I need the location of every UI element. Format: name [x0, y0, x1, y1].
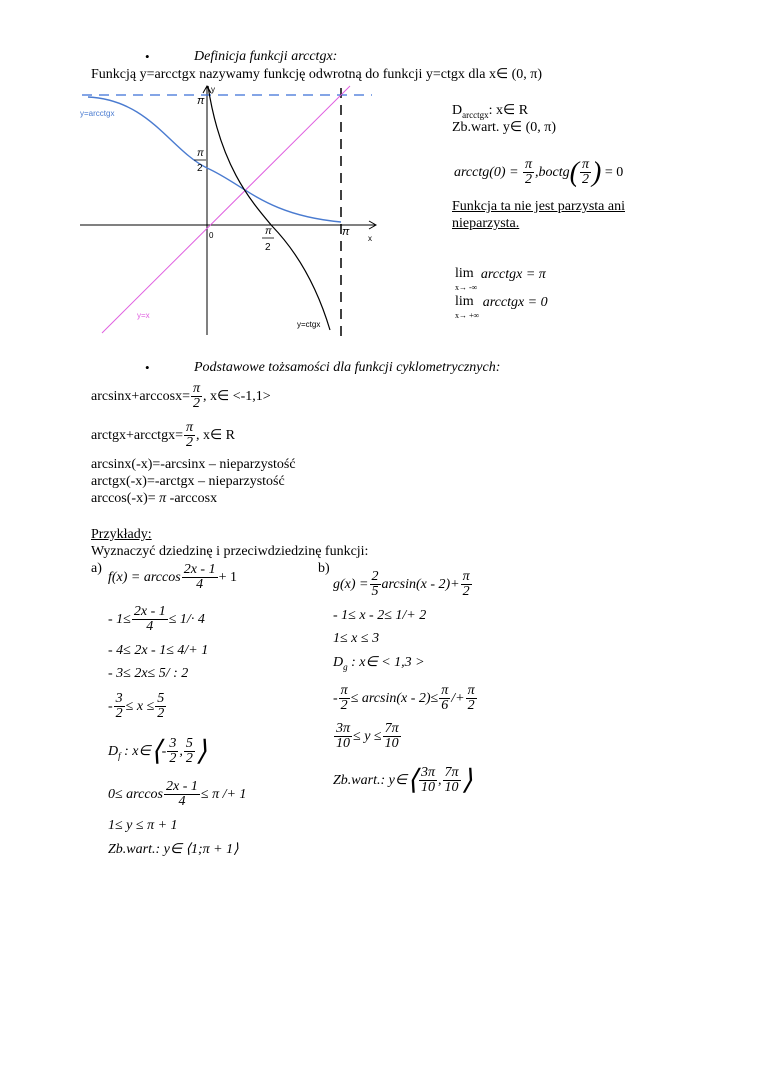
example-a-label: a) — [91, 561, 102, 576]
section-heading-arcctg: Definicja funkcji arcctgx: — [194, 49, 338, 64]
section-heading-identities: Podstawowe tożsamości dla funkcji cyklometrycznych: — [194, 360, 501, 375]
a-range: Zb.wart.: y∈ ⟨1;π + 1⟩ — [108, 842, 239, 857]
b-range: Zb.wart.: y∈⟨ $\frac{3\pi}{10}$ , $\frac{7\pi}{10}$ ⟩ — [333, 764, 473, 796]
origin-label: 0 — [209, 231, 214, 240]
a-step-4: - $\frac{3}{2}$ ≤ x ≤ $\frac{5}{2}$ — [108, 691, 165, 722]
tick-pi-half-x-num: π — [265, 226, 272, 237]
tick-pi-half-x-den: 2 — [265, 242, 271, 253]
axis-label-x: x — [368, 234, 372, 243]
a-step-3: - 3≤ 2x≤ 5/ : 2 — [108, 666, 189, 681]
b-step-1: - 1≤ x - 2≤ 1/+ 2 — [333, 608, 427, 623]
b-domain: $D_g$ : x∈ < 1,3 > — [333, 655, 425, 672]
identity-line — [102, 86, 350, 333]
tick-pi-y: π — [197, 95, 205, 107]
example-b-label: b) — [318, 561, 330, 576]
domain-arcctg: $D_{arcctgx}$: x∈ R — [452, 103, 529, 120]
label-yx: y=x — [137, 311, 150, 320]
examples-task: Wyznaczyć dziedzinę i przeciwdziedzinę funkcji: — [91, 544, 369, 559]
a-range-step-2: 1≤ y ≤ π + 1 — [108, 818, 178, 833]
parity-statement: Funkcja ta nie jest parzysta ani nieparzysta. — [452, 199, 625, 231]
axis-label-y: y — [211, 85, 215, 94]
bullet: • — [145, 49, 150, 64]
b-step-4: $\frac{3\pi}{10}$ ≤ y ≤ $\frac{7\pi}{10}$ — [336, 721, 399, 752]
a-step-1: - 1≤ $\frac{2x - 1}{4}$ ≤ 1/· 4 — [108, 604, 205, 635]
limit-plus-infinity: lim x→ +∞ arcctgx = 0 — [455, 294, 548, 320]
a-function: f(x) = arccos $\frac{2x - 1}{4}$ + 1 — [108, 562, 237, 593]
identity-arccos: arccos(-x)= π -arccosx — [91, 491, 218, 506]
a-step-2: - 4≤ 2x - 1≤ 4/+ 1 — [108, 643, 209, 658]
tick-pi-half-y-num: π — [197, 148, 204, 159]
definition-text: Funkcją y=arcctgx nazywamy funkcję odwrotną do funkcji y=ctgx dla x∈ (0, π) — [91, 67, 543, 82]
arcctg-graph — [80, 83, 400, 341]
tick-pi-x: π — [342, 226, 350, 238]
identity-arctg-arcctg: arctgx+arcctgx= $\frac{\pi}{2}$ , x∈ R — [91, 420, 236, 451]
b-function: g(x) = $\frac{2}{5}$ arcsin(x - 2)+ $\frac{\pi}{2}$ — [333, 569, 470, 600]
label-arcctgx: y=arcctgx — [80, 109, 115, 118]
identity-arcsin-arccos: arcsinx+arccosx= $\frac{\pi}{2}$ , x∈ <-1,1> — [91, 381, 271, 412]
identity-arctg-odd: arctgx(-x)=-arctgx – nieparzystość — [91, 474, 285, 489]
ctg-curve — [208, 86, 330, 330]
label-ctgx: y=ctgx — [297, 320, 321, 329]
limit-minus-infinity: lim x→ -∞ arcctgx = π — [455, 266, 546, 292]
identity-arcsin-odd: arcsinx(-x)=-arcsinx – nieparzystość — [91, 457, 296, 472]
bullet: • — [145, 360, 150, 375]
a-range-step-1: 0≤ arccos $\frac{2x - 1}{4}$ ≤ π /+ 1 — [108, 779, 247, 810]
b-step-3: - $\frac{\pi}{2}$ ≤ arcsin(x - 2)≤ $\frac{\pi}{6}$ /+ $\frac{\pi}{2}$ — [333, 683, 475, 714]
examples-heading: Przykłady: — [91, 527, 152, 542]
tick-pi-half-y-den: 2 — [197, 163, 203, 174]
range-arcctg: Zb.wart. y∈ (0, π) — [452, 120, 557, 135]
b-step-2: 1≤ x ≤ 3 — [333, 631, 380, 646]
arcctg-curve — [88, 97, 341, 222]
a-domain: $D_f$ : x∈⟨- $\frac{3}{2}$ , $\frac{5}{2}$ ⟩ — [108, 735, 207, 767]
arcctg-zero-formula: arcctg(0) = $\frac{\pi}{2}$ ,boctg( $\frac{\pi}{2}$ ) = 0 — [454, 156, 624, 188]
